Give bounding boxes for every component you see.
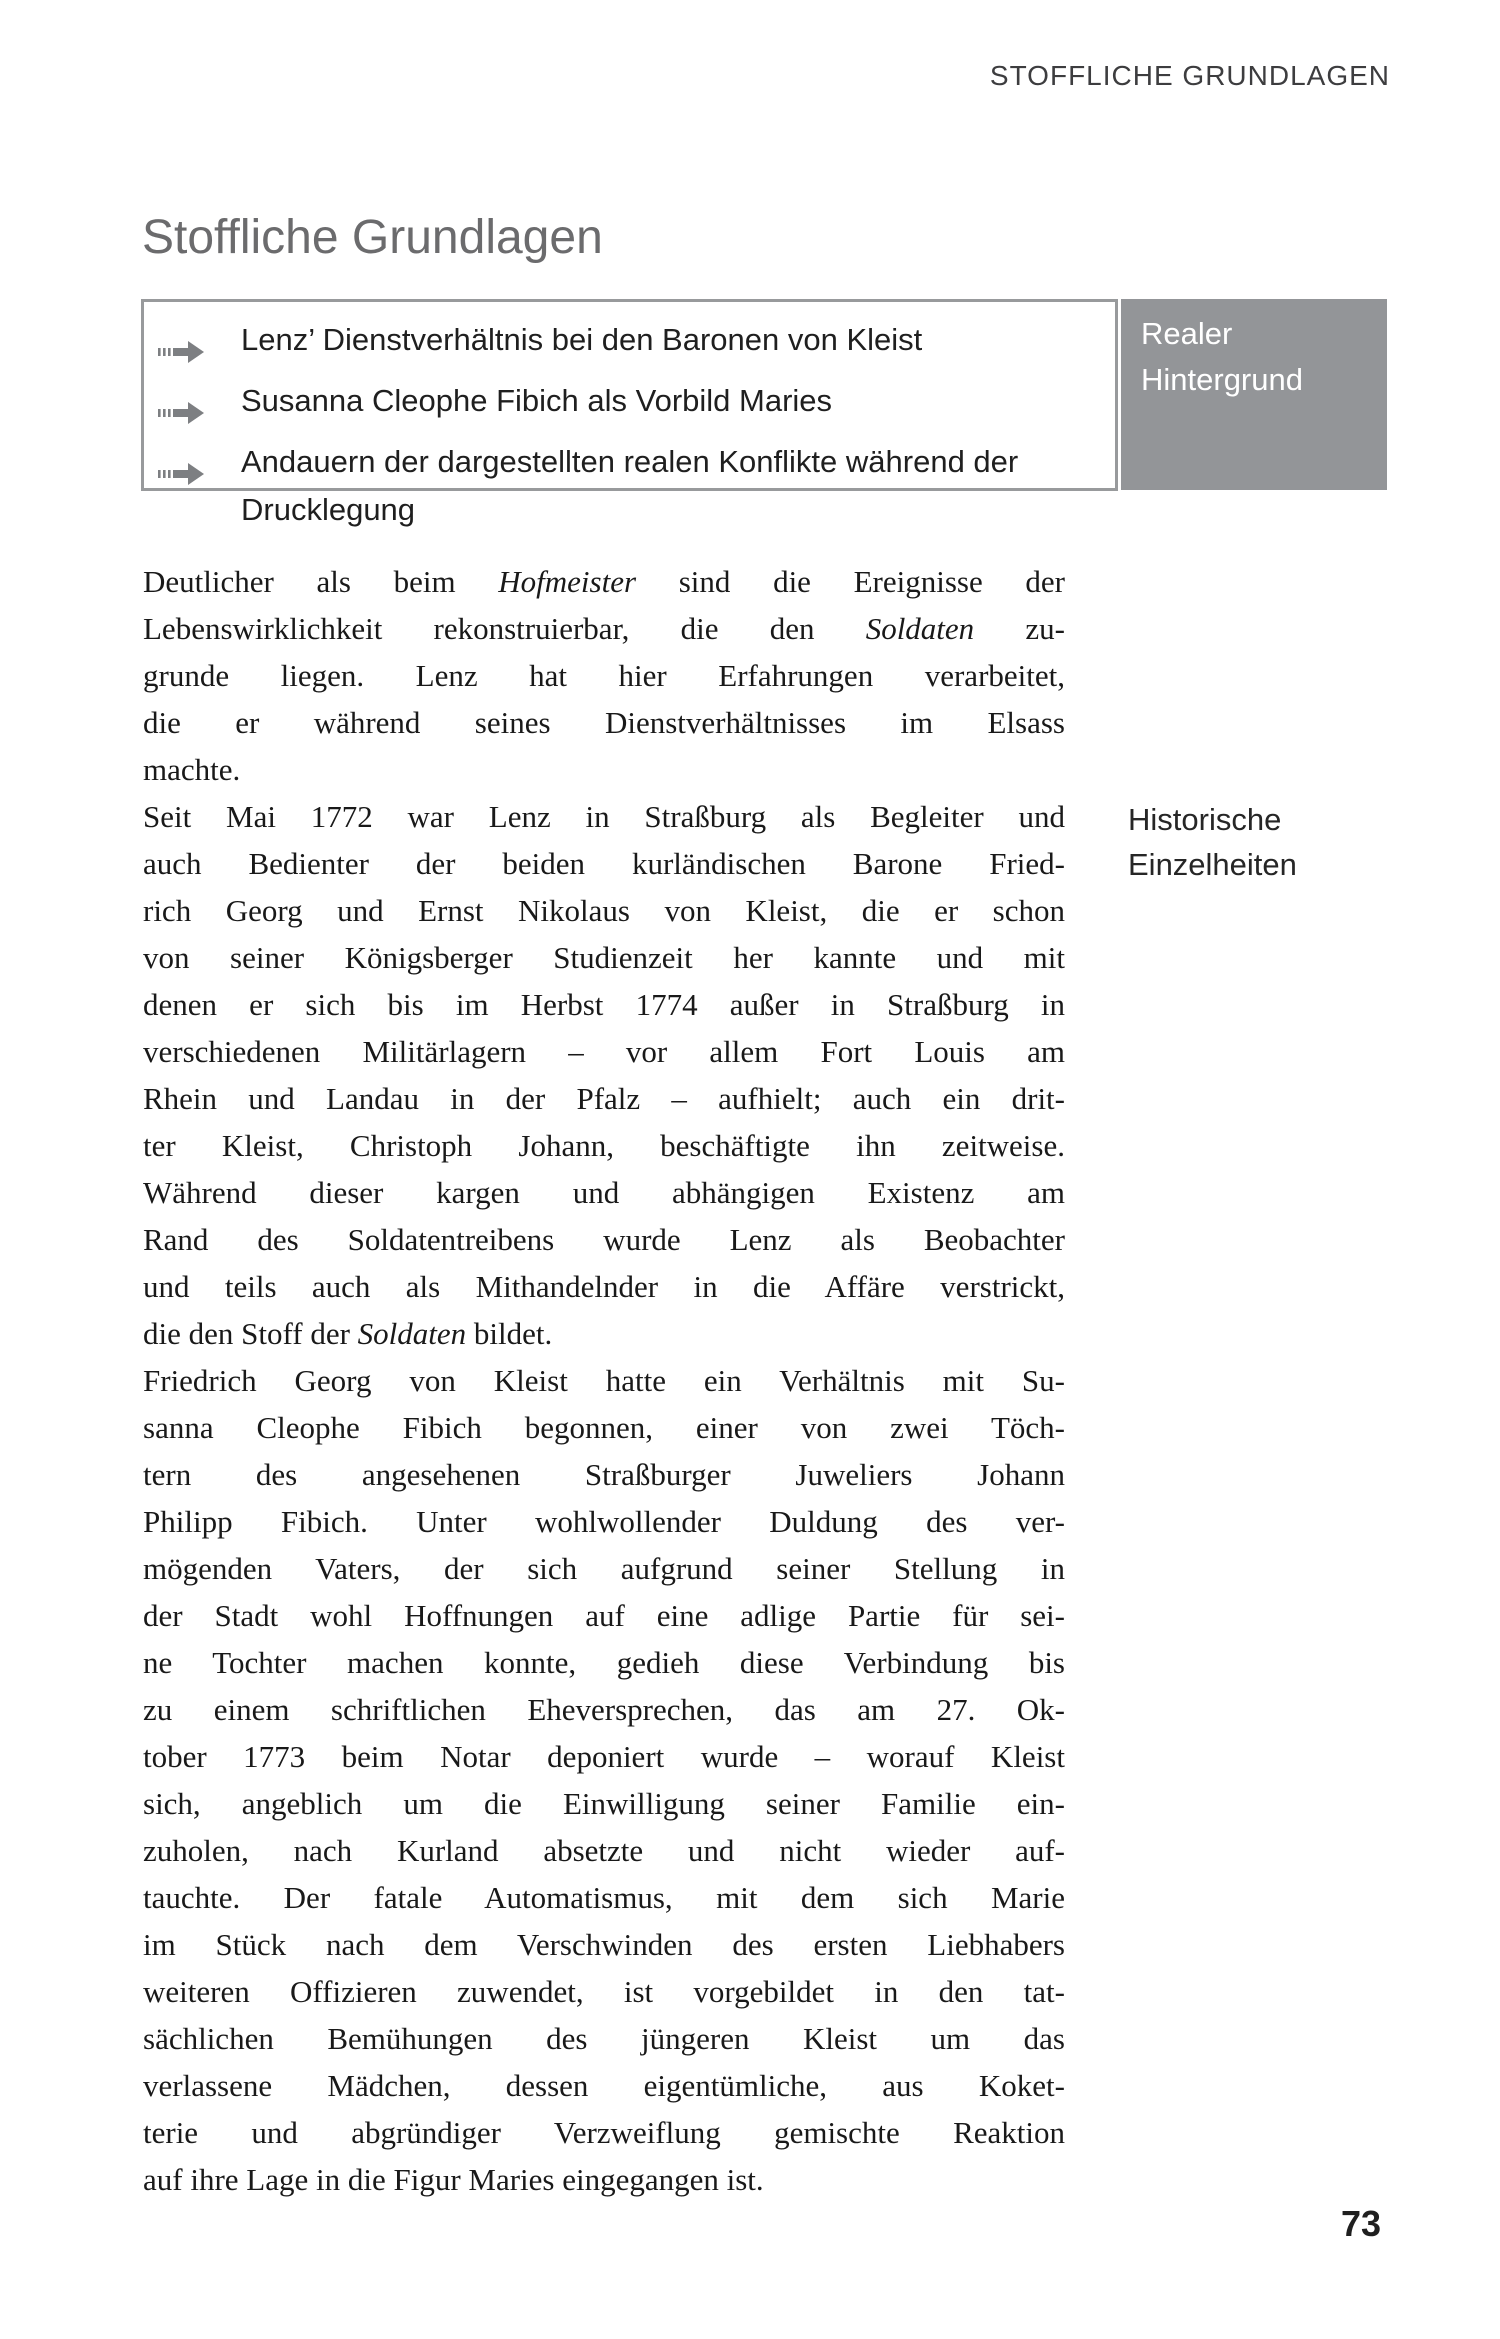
summary-box — [141, 299, 1118, 527]
body-text-line: tober 1773 beim Notar deponiert wurde – worauf Kleist — [143, 1739, 1065, 1774]
margin-note-line: Hintergrund — [1141, 362, 1303, 397]
list-bullet — [158, 438, 241, 499]
dashed-arrow-right-icon — [158, 463, 208, 485]
body-text-line: sanna Cleophe Fibich begonnen, einer von zwei Töch- — [143, 1410, 1065, 1445]
summary-item-text: Lenz’ Dienstverhältnis bei den Baronen von Kleist — [241, 322, 923, 357]
margin-note-line: Einzelheiten — [1128, 847, 1297, 882]
body-text-line: Friedrich Georg von Kleist hatte ein Verhältnis mit Su- — [143, 1363, 1065, 1398]
body-text-line: tern des angesehenen Straßburger Juweliers Johann — [143, 1457, 1065, 1492]
body-text — [143, 558, 1065, 2203]
list-bullet — [158, 377, 241, 438]
body-text-line: zu einem schriftlichen Eheversprechen, das am 27. Ok- — [143, 1692, 1065, 1727]
summary-item-text: Andauern der dargestellten realen Konflikte während der Drucklegung — [241, 444, 1019, 527]
summary-list — [144, 316, 1115, 534]
body-text-line: im Stück nach dem Verschwinden des ersten Liebhabers — [143, 1927, 1065, 1962]
body-text-line: machte. — [143, 752, 241, 787]
body-text-line: der Stadt wohl Hoffnungen auf eine adlige Partie für sei- — [143, 1598, 1065, 1633]
body-text-line: ter Kleist, Christoph Johann, beschäftigte ihn zeitweise. — [143, 1128, 1065, 1163]
body-text-line: auch Bedienter der beiden kurländischen Barone Fried- — [143, 846, 1065, 881]
body-text-line: zuholen, nach Kurland absetzte und nicht wieder auf- — [143, 1833, 1065, 1868]
margin-note-line: Realer — [1141, 316, 1233, 351]
dashed-arrow-right-icon — [158, 402, 208, 424]
page-number: 73 — [1341, 2203, 1382, 2244]
summary-item-text: Susanna Cleophe Fibich als Vorbild Maries — [241, 383, 833, 418]
body-text-line: sich, angeblich um die Einwilligung seiner Familie ein- — [143, 1786, 1065, 1821]
running-header: STOFFLICHE GRUNDLAGEN — [989, 60, 1390, 91]
body-text-line: weiteren Offizieren zuwendet, ist vorgebildet in den tat- — [143, 1974, 1065, 2009]
body-text-line: die er während seines Dienstverhältnisses im Elsass — [143, 705, 1065, 740]
margin-note-historische-einzelheiten — [1128, 797, 1408, 887]
dashed-arrow-right-icon — [158, 341, 208, 363]
page-title: Stoffliche Grundlagen — [142, 211, 603, 265]
body-text-line: tauchte. Der fatale Automatismus, mit dem sich Marie — [143, 1880, 1065, 1915]
body-text-line: Während dieser kargen und abhängigen Existenz am — [143, 1175, 1065, 1210]
summary-list-item — [158, 316, 1091, 377]
body-text-line: terie und abgründiger Verzweiflung gemischte Reaktion — [143, 2115, 1065, 2150]
body-text-line: Lebenswirklichkeit rekonstruierbar, die den Soldaten zu- — [143, 611, 1065, 646]
body-text-line: verschiedenen Militärlagern – vor allem Fort Louis am — [143, 1034, 1065, 1069]
body-text-line: grunde liegen. Lenz hat hier Erfahrungen verarbeitet, — [143, 658, 1065, 693]
body-text-line: ne Tochter machen konnte, gedieh diese Verbindung bis — [143, 1645, 1065, 1680]
summary-list-item — [158, 438, 1091, 534]
body-text-line: rich Georg und Ernst Nikolaus von Kleist, die er schon — [143, 893, 1065, 928]
summary-list-item — [158, 377, 1091, 438]
body-text-line: Philipp Fibich. Unter wohlwollender Duldung des ver- — [143, 1504, 1065, 1539]
body-text-line: die den Stoff der Soldaten bildet. — [143, 1316, 553, 1351]
body-text-line: mögenden Vaters, der sich aufgrund seiner Stellung in — [143, 1551, 1065, 1586]
body-text-line: Rand des Soldatentreibens wurde Lenz als Beobachter — [143, 1222, 1065, 1257]
body-text-line: sächlichen Bemühungen des jüngeren Kleist um das — [143, 2021, 1065, 2056]
body-text-line: denen er sich bis im Herbst 1774 außer in Straßburg in — [143, 987, 1065, 1022]
body-text-line: von seiner Königsberger Studienzeit her kannte und mit — [143, 940, 1065, 975]
body-text-line: und teils auch als Mithandelnder in die Affäre verstrickt, — [143, 1269, 1065, 1304]
body-text-line: verlassene Mädchen, dessen eigentümliche, aus Koket- — [143, 2068, 1065, 2103]
list-bullet — [158, 316, 241, 377]
body-text-line: Deutlicher als beim Hofmeister sind die Ereignisse der — [143, 564, 1066, 599]
body-text-line: Seit Mai 1772 war Lenz in Straßburg als Begleiter und — [143, 799, 1065, 834]
body-text-line: auf ihre Lage in die Figur Maries eingegangen ist. — [143, 2162, 764, 2197]
body-text-line: Rhein und Landau in der Pfalz – aufhielt; auch ein drit- — [143, 1081, 1065, 1116]
margin-note-line: Historische — [1128, 802, 1282, 837]
margin-note-realer-hintergrund — [1121, 299, 1387, 490]
